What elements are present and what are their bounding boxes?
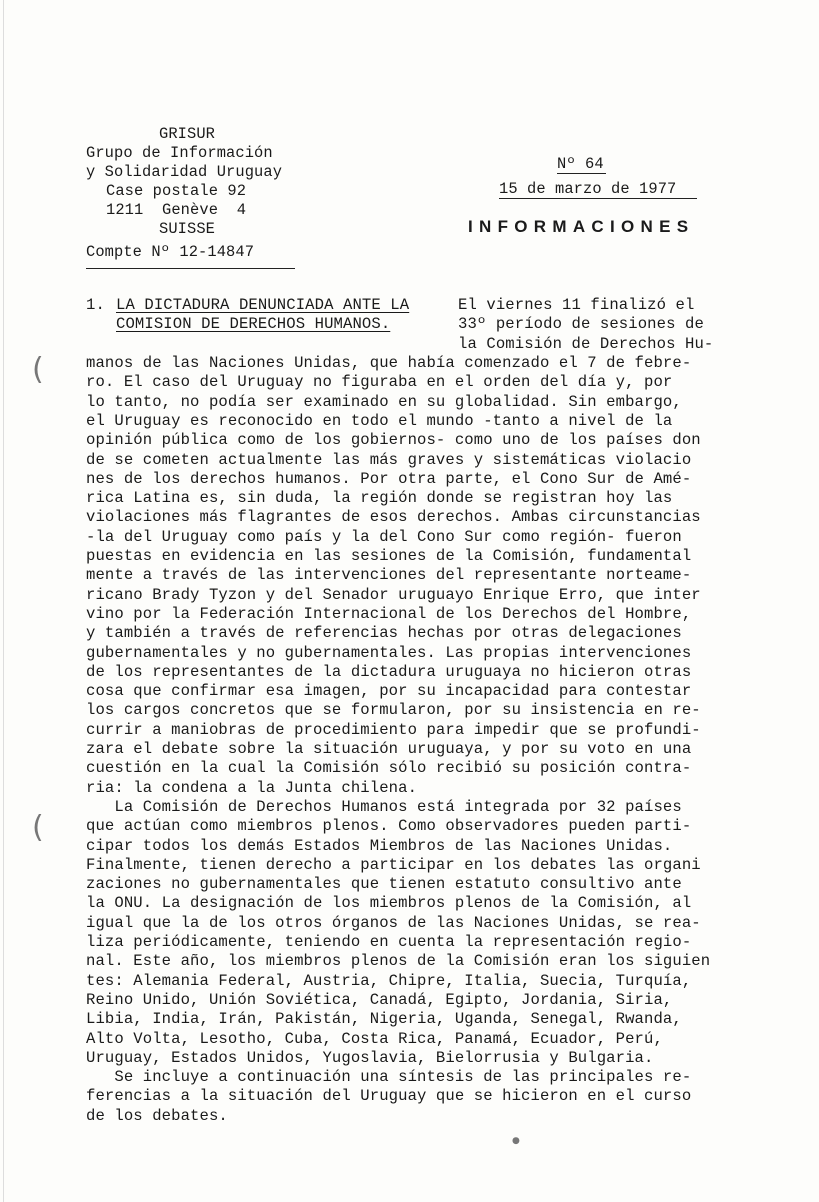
body-line: el Uruguay es reconocido en todo el mundo -tanto a nivel de la	[86, 411, 673, 430]
page-edge	[3, 0, 4, 1202]
body-line: lo tanto, no podía ser examinado en su globalidad. Sin embargo,	[86, 392, 682, 411]
issue-number: Nº 64	[557, 155, 604, 173]
issue-number-underline	[557, 173, 606, 174]
body-line: igual que la de los otros órganos de las Naciones Unidas, se rea-	[86, 913, 701, 932]
body-line: violaciones más flagrantes de esos derechos. Ambas circunstancias	[86, 508, 701, 527]
body-line: El viernes 11 finalizó el	[458, 296, 695, 314]
body-line: opinión pública como de los gobiernos- como uno de los países don	[86, 431, 701, 450]
body-line: currir a maniobras de procedimiento para impedir que se profundi-	[86, 720, 701, 739]
body-line: la Comisión de Derechos Hu-	[458, 334, 714, 353]
body-line: de los debates.	[86, 1106, 228, 1125]
letterhead-rule	[86, 268, 295, 269]
address-line-2: 1211 Genève 4	[106, 201, 247, 219]
body-line: ro. El caso del Uruguay no figuraba en el orden del día y, por	[86, 373, 673, 392]
body-line: Uruguay, Estados Unidos, Yugoslavia, Bielorrusia y Bulgaria.	[86, 1048, 654, 1067]
body-line: zaciones no gubernamentales que tienen estatuto consultivo ante	[86, 875, 682, 894]
body-line: vino por la Federación Internacional de los Derechos del Hombre,	[86, 604, 692, 623]
issue-date-underline	[499, 198, 697, 199]
body-line: Se incluye a continuación una síntesis de las principales re-	[86, 1068, 692, 1087]
account-number: Compte Nº 12-14847	[86, 243, 255, 261]
body-line: ricano Brady Tyzon y del Senador uruguayo Enrique Erro, que inter	[86, 585, 701, 604]
body-line: los cargos concretos que se formularon, por su insistencia en re-	[86, 701, 701, 720]
body-line: ferencias a la situación del Uruguay que se hicieron en el curso	[86, 1087, 692, 1106]
body-line: zara el debate sobre la situación uruguaya, y por su voto en una	[86, 740, 692, 758]
body-line: ria: la condena a la Junta chilena.	[86, 778, 418, 797]
issue-date: 15 de marzo de 1977	[499, 180, 677, 198]
org-line-1: Grupo de Información	[86, 144, 273, 162]
body-line: gubernamentales y no gubernamentales. Las propias intervenciones	[86, 643, 692, 662]
body-line: cosa que confirmar esa imagen, por su incapacidad para contestar	[86, 682, 692, 701]
body-line: Finalmente, tienen derecho a participar en los debates las organi	[86, 855, 701, 874]
address-line-1: Case postale 92	[106, 182, 247, 200]
section-heading-line-1: LA DICTADURA DENUNCIADA ANTE LA	[116, 296, 410, 314]
body-line: puestas en evidencia en las sesiones de la Comisión, fundamental	[86, 547, 692, 565]
body-line: que actúan como miembros plenos. Como observadores pueden parti-	[86, 817, 692, 836]
body-line: Libia, India, Irán, Pakistán, Nigeria, Uganda, Senegal, Rwanda,	[86, 1010, 682, 1029]
org-line-2: y Solidaridad Uruguay	[86, 163, 283, 181]
body-line: de los representantes de la dictadura uruguaya no hicieron otras	[86, 662, 692, 681]
body-line: nes de los derechos humanos. Por otra parte, el Cono Sur de Amé-	[86, 469, 692, 488]
body-line: Reino Unido, Unión Soviética, Canadá, Egipto, Jordania, Siria,	[86, 990, 673, 1009]
body-line: 33º período de sesiones de	[458, 315, 704, 334]
body-line: rica Latina es, sin duda, la región donde se registran hoy las	[86, 489, 673, 508]
newsletter-title: INFORMACIONES	[468, 217, 695, 236]
body-line: y también a través de referencias hechas por otras delegaciones	[86, 624, 682, 643]
body-line: La Comisión de Derechos Humanos está integrada por 32 países	[86, 797, 682, 816]
address-country: SUISSE	[159, 220, 216, 238]
body-line: cuestión en la cual la Comisión sólo recibió su posición contra-	[86, 759, 692, 778]
body-line: mente a través de las intervenciones del representante norteame-	[86, 566, 692, 585]
ink-speck: ●	[512, 1136, 520, 1146]
section-heading-line-2: COMISION DE DERECHOS HUMANOS.	[116, 315, 391, 333]
punch-hole-mark-top: (	[32, 352, 44, 387]
section-number: 1.	[86, 296, 105, 314]
body-line: manos de las Naciones Unidas, que había comenzado el 7 de febre-	[86, 354, 692, 372]
body-line: la ONU. La designación de los miembros plenos de la Comisión, al	[86, 894, 692, 913]
org-name: GRISUR	[159, 125, 216, 143]
body-line: nal. Este año, los miembros plenos de la Comisión eran los siguien	[86, 952, 711, 971]
body-line: -la del Uruguay como país y la del Cono Sur como región- fueron	[86, 527, 682, 546]
punch-hole-mark-bottom: (	[32, 810, 44, 845]
body-line: cipar todos los demás Estados Miembros de las Naciones Unidas.	[86, 836, 673, 855]
body-line: tes: Alemania Federal, Austria, Chipre, Italia, Suecia, Turquía,	[86, 971, 692, 990]
body-line: liza periódicamente, teniendo en cuenta la representación regio-	[86, 933, 692, 951]
body-line: Alto Volta, Lesotho, Cuba, Costa Rica, Panamá, Ecuador, Perú,	[86, 1029, 663, 1048]
body-line: de se cometen actualmente las más graves y sistemáticas violacio	[86, 450, 692, 469]
